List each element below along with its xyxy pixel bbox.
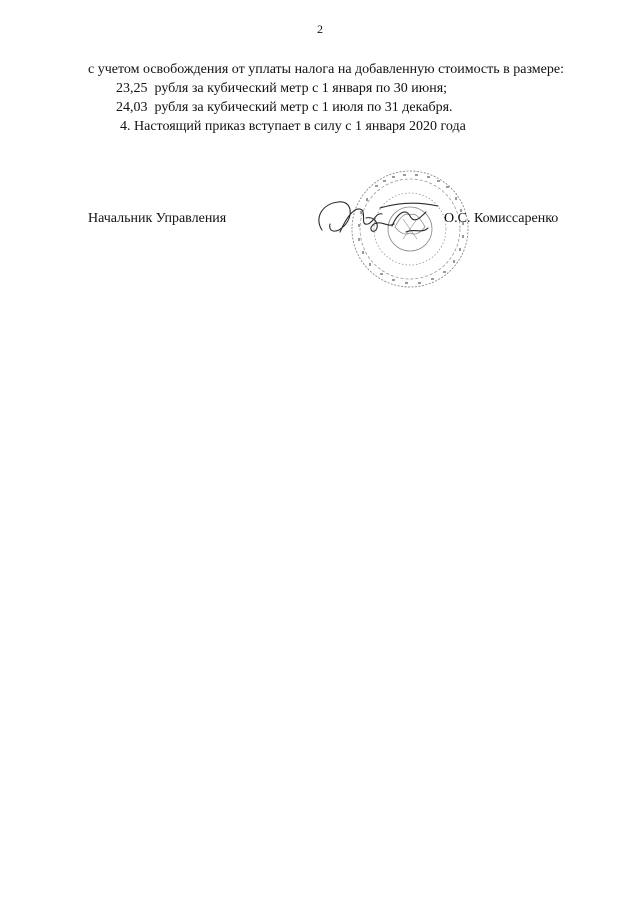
signer-position: Начальник Управления [88,211,227,226]
document-body [88,60,572,136]
signer-name: О.С. Комиссаренко [444,211,559,226]
paragraph-effective-date: 4. Настоящий приказ вступает в силу с 1 января 2020 года [120,119,466,134]
signature-block [88,211,572,231]
paragraph-vat-exemption: с учетом освобождения от уплаты налога на добавленную стоимость в размере: [88,62,564,77]
page-number: 2 [317,22,323,36]
rate-first-half-year: 23,25 рубля за кубический метр с 1 января по 30 июня; [116,81,448,96]
rate-second-half-year: 24,03 рубля за кубический метр с 1 июля по 31 декабря. [116,100,453,115]
